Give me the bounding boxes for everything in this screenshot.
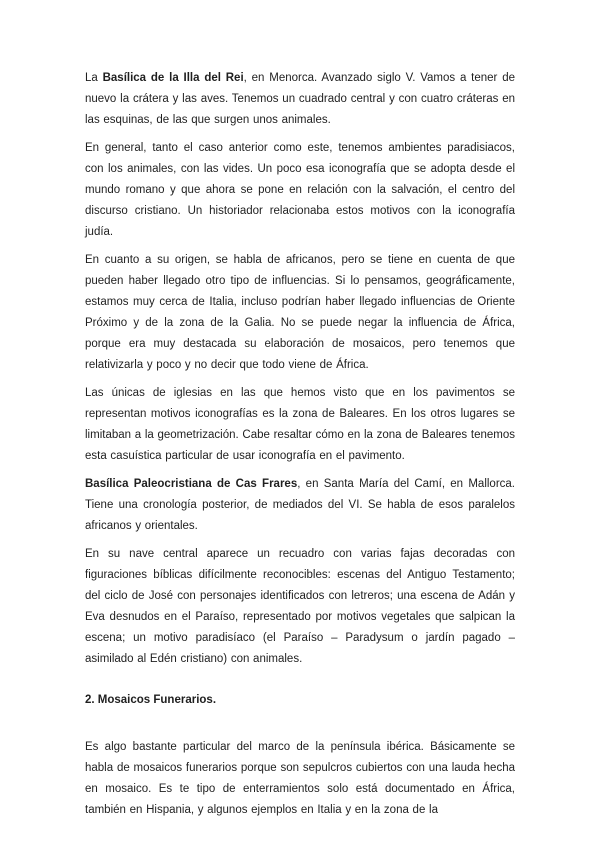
section-heading xyxy=(85,690,515,711)
text-run: Las únicas de iglesias en las que hemos visto que en los pavimentos se representan motivos iconografías es la zona de Baleares. En los otros lugares se limitaban a la geometrización. Cabe resaltar cómo en la zona de Baleares tenemos esta casuística particular de usar iconografía en el pavimento. xyxy=(85,387,515,462)
text-run: , en Menorca. Avanzado siglo V. Vamos a tener de nuevo la crátera y las aves. Tenemos un cuadrado central y con cuatro cráteras en las esquinas, de las que surgen unos animales. xyxy=(85,72,515,126)
bold-text-run: Basílica Paleocristiana de Cas Frares xyxy=(85,478,298,490)
text-run: En su nave central aparece un recuadro con varias fajas decoradas con figuraciones bíblicas difícilmente reconocibles: escenas del Antiguo Testamento; del ciclo de José con personajes identificados con letreros; una escena de Adán y Eva desnudos en el Paraíso, representado por motivos vegetales que salpican la escena; un motivo paradisíaco (el Paraíso – Paradysum o jardín pagado – asimilado al Edén cristiano) con animales. xyxy=(85,548,515,665)
text-run: , en Santa María del Camí, en Mallorca. Tiene una cronología posterior, de mediados del VI. Se habla de esos paralelos africanos y orientales. xyxy=(85,478,515,532)
paragraph xyxy=(85,737,515,821)
paragraph xyxy=(85,68,515,131)
text-run: En general, tanto el caso anterior como este, tenemos ambientes paradisiacos, con los animales, con las vides. Un poco esa iconografía que se adopta desde el mundo romano y que ahora se pone en relación con la salvación, el centro del discurso cristiano. Un historiador relacionaba estos motivos con la iconografía judía. xyxy=(85,142,515,238)
text-run: La xyxy=(85,72,103,84)
text-run: En cuanto a su origen, se habla de africanos, pero se tiene en cuenta de que pueden haber llegado otro tipo de influencias. Si lo pensamos, geográficamente, estamos muy cerca de Italia, incluso podrían haber llegado influencias de Oriente Próximo y de la zona de la Galia. No se puede negar la influencia de África, porque era muy destacada su elaboración de mosaicos, pero tenemos que relativizarla y poco y no decir que todo viene de África. xyxy=(85,254,515,371)
paragraph xyxy=(85,474,515,537)
paragraph xyxy=(85,383,515,467)
document-content xyxy=(85,68,515,821)
paragraph xyxy=(85,544,515,670)
bold-text-run: 2. Mosaicos Funerarios. xyxy=(85,694,217,706)
paragraph xyxy=(85,138,515,243)
text-run: Es algo bastante particular del marco de la península ibérica. Básicamente se habla de mosaicos funerarios porque son sepulcros cubiertos con una lauda hecha en mosaico. Es te tipo de enterramientos solo está documentado en África, también en Hispania, y algunos ejemplos en Italia y en la zona de la xyxy=(85,741,515,816)
paragraph xyxy=(85,250,515,376)
bold-text-run: Basílica de la Illa del Rei xyxy=(102,72,244,84)
